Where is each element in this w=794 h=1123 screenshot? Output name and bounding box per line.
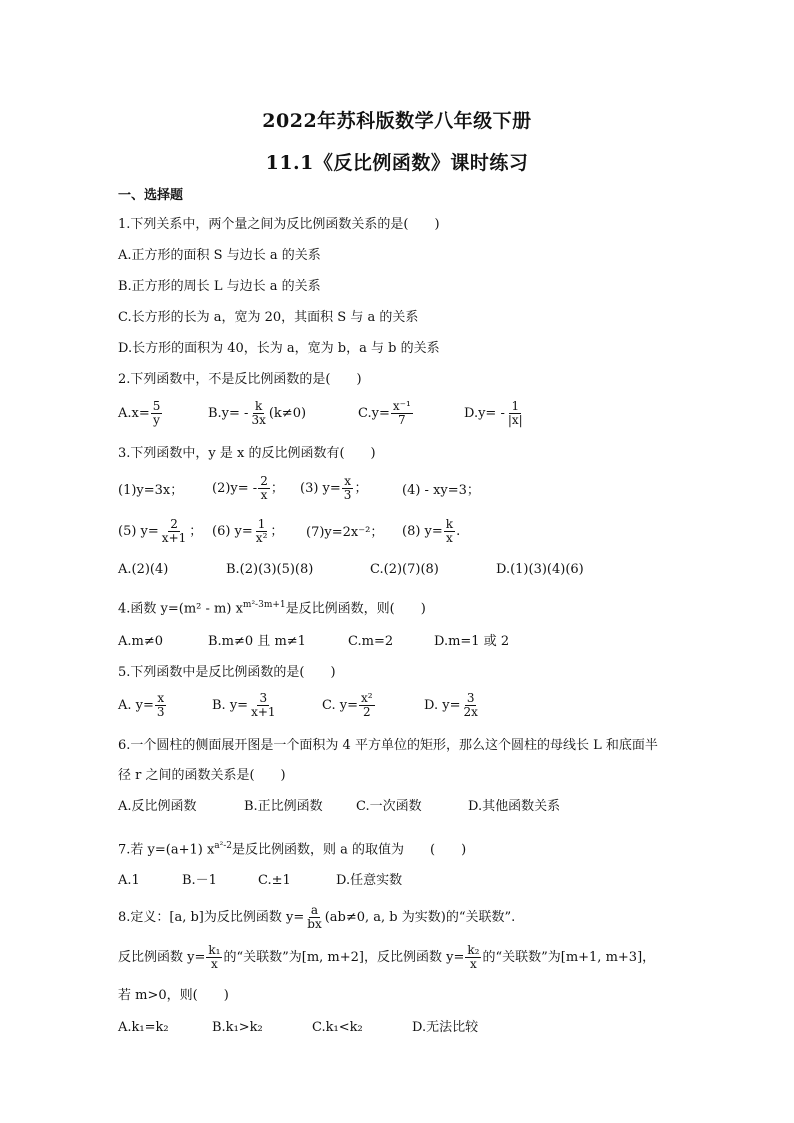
q3-option-b: B.(2)(3)(5)(8) xyxy=(226,562,314,577)
q3-item-3: (3) y= $\frac{x}{3}$ ； xyxy=(300,474,368,502)
fraction: $\frac{3}{2x}$ xyxy=(463,691,478,719)
q5-option-a: A. y= $\frac{x}{3}$ xyxy=(118,691,165,719)
q8-line1: 8.定义：[a, b]为反比例函数 y= $\frac{a}{bx}$ (ab≠0, a, b 为实数)的“关联数”. xyxy=(118,903,516,931)
q6-option-d: D.其他函数关系 xyxy=(468,799,561,814)
q4-option-b: B.m≠0 且 m≠1 xyxy=(208,634,306,649)
document-subtitle: 11.1《反比例函数》课时练习 xyxy=(265,152,529,174)
q8-line3: 若 m>0，则( ) xyxy=(118,988,229,1003)
q8-option-c: C.k₁<k₂ xyxy=(312,1020,363,1035)
fraction: $\frac{1}{\text{x²}}$ xyxy=(255,517,268,545)
q1-option-b: B.正方形的周长 L 与边长 a 的关系 xyxy=(118,279,321,294)
fraction: $\frac{5}{y}$ xyxy=(152,399,161,427)
q7-option-c: C.±1 xyxy=(258,873,291,888)
q3-option-d: D.(1)(3)(4)(6) xyxy=(496,562,584,577)
fraction: $\frac{x}{3}$ xyxy=(156,691,165,719)
q7-stem: 7.若 y=(a+1) $x^{a^2-2}$是反比例函数，则 a 的取值为 ( ) xyxy=(118,841,467,858)
fraction: $\frac{\text{k₁}}{x}$ xyxy=(208,943,221,971)
q4-option-d: D.m=1 或 2 xyxy=(434,634,510,649)
q5-stem: 5.下列函数中是反比例函数的是( ) xyxy=(118,665,336,680)
q7-option-a: A.1 xyxy=(118,873,140,888)
q2-option-a: A.x= $\frac{5}{y}$ xyxy=(118,399,161,427)
q1-option-c: C.长方形的长为 a，宽为 20，其面积 S 与 a 的关系 xyxy=(118,310,419,325)
q4-option-c: C.m=2 xyxy=(348,634,394,649)
q3-stem: 3.下列函数中，y 是 x 的反比例函数有( ) xyxy=(118,446,376,461)
q5-option-c: C. y= $\frac{\text{x²}}{2}$ xyxy=(322,691,373,719)
q3-item-4: (4) - xy=3； xyxy=(402,483,480,498)
q1-option-d: D.长方形的面积为 40，长为 a，宽为 b，a 与 b 的关系 xyxy=(118,341,440,356)
q3-item-1: (1)y=3x； xyxy=(118,483,184,498)
q5-option-d: D. y= $\frac{3}{2x}$ xyxy=(424,691,478,719)
q3-item-2: (2)y= - $\frac{2}{x}$ ； xyxy=(212,474,284,502)
fraction: $\frac{x}{3}$ xyxy=(343,474,352,502)
q8-line2: 反比例函数 y= $\frac{\text{k₁}}{x}$ 的“关联数”为[m, m+2]，反比例函数 y= $\frac{\text{k₂}}{x}$ 的“关联数”为[m+1, m+3]， xyxy=(118,943,656,971)
q8-option-b: B.k₁>k₂ xyxy=(212,1020,263,1035)
fraction: $\frac{k}{x}$ xyxy=(445,517,454,545)
fraction: $\frac{a}{bx}$ xyxy=(307,903,322,931)
fraction: $\frac{\text{k₂}}{x}$ xyxy=(467,943,480,971)
q4-stem: 4.函数 y=(m² - m) $x^{m^2-3m+1}$是反比例函数，则( ) xyxy=(118,600,426,617)
q3-option-a: A.(2)(4) xyxy=(118,562,169,577)
fraction: $\frac{\text{x²}}{2}$ xyxy=(361,691,373,719)
q2-stem: 2.下列函数中，不是反比例函数的是( ) xyxy=(118,372,362,387)
q3-item-5: (5) y= $\frac{2}{x+1}$ ； xyxy=(118,517,203,545)
fraction: $\frac{3}{x+1}$ xyxy=(251,691,276,719)
fraction: $\frac{2}{x+1}$ xyxy=(161,517,187,545)
q3-item-8: (8) y= $\frac{k}{x}$ . xyxy=(402,517,461,545)
q2-option-c: C.y= $\frac{\text{x⁻¹}}{7}$ xyxy=(358,399,411,427)
q3-item-6: (6) y= $\frac{1}{\text{x²}}$ ； xyxy=(212,517,284,545)
fraction: $\frac{\text{x⁻¹}}{7}$ xyxy=(392,399,411,427)
q3-item-7: (7)y=2x⁻²； xyxy=(306,525,384,540)
q6-stem-line1: 6.一个圆柱的侧面展开图是一个面积为 4 平方单位的矩形，那么这个圆柱的母线长 L 和底面半 xyxy=(118,738,658,753)
q8-option-a: A.k₁=k₂ xyxy=(118,1020,169,1035)
q6-option-c: C.一次函数 xyxy=(356,799,422,814)
fraction: $\frac{k}{3x}$ xyxy=(251,399,266,427)
q3-option-c: C.(2)(7)(8) xyxy=(370,562,439,577)
q2-option-b: B.y= - $\frac{k}{3x}$ (k≠0) xyxy=(208,399,307,427)
q8-option-d: D.无法比较 xyxy=(412,1020,479,1035)
q5-option-b: B. y= $\frac{3}{x+1}$ xyxy=(212,691,276,719)
document-title: 2022年苏科版数学八年级下册 xyxy=(262,110,532,132)
q7-option-d: D.任意实数 xyxy=(336,873,403,888)
q7-option-b: B.－1 xyxy=(182,873,217,888)
fraction: $\frac{1}{|x|}$ xyxy=(507,399,523,427)
section-heading: 一、选择题 xyxy=(118,188,184,203)
q6-option-b: B.正比例函数 xyxy=(244,799,323,814)
q6-stem-line2: 径 r 之间的函数关系是( ) xyxy=(118,768,286,783)
q6-option-a: A.反比例函数 xyxy=(118,799,197,814)
q1-stem: 1.下列关系中，两个量之间为反比例函数关系的是( ) xyxy=(118,217,440,232)
q1-option-a: A.正方形的面积 S 与边长 a 的关系 xyxy=(118,248,321,263)
q4-option-a: A.m≠0 xyxy=(118,634,164,649)
q2-option-d: D.y= - $\frac{1}{|x|}$ xyxy=(464,399,523,427)
fraction: $\frac{2}{x}$ xyxy=(260,474,268,502)
